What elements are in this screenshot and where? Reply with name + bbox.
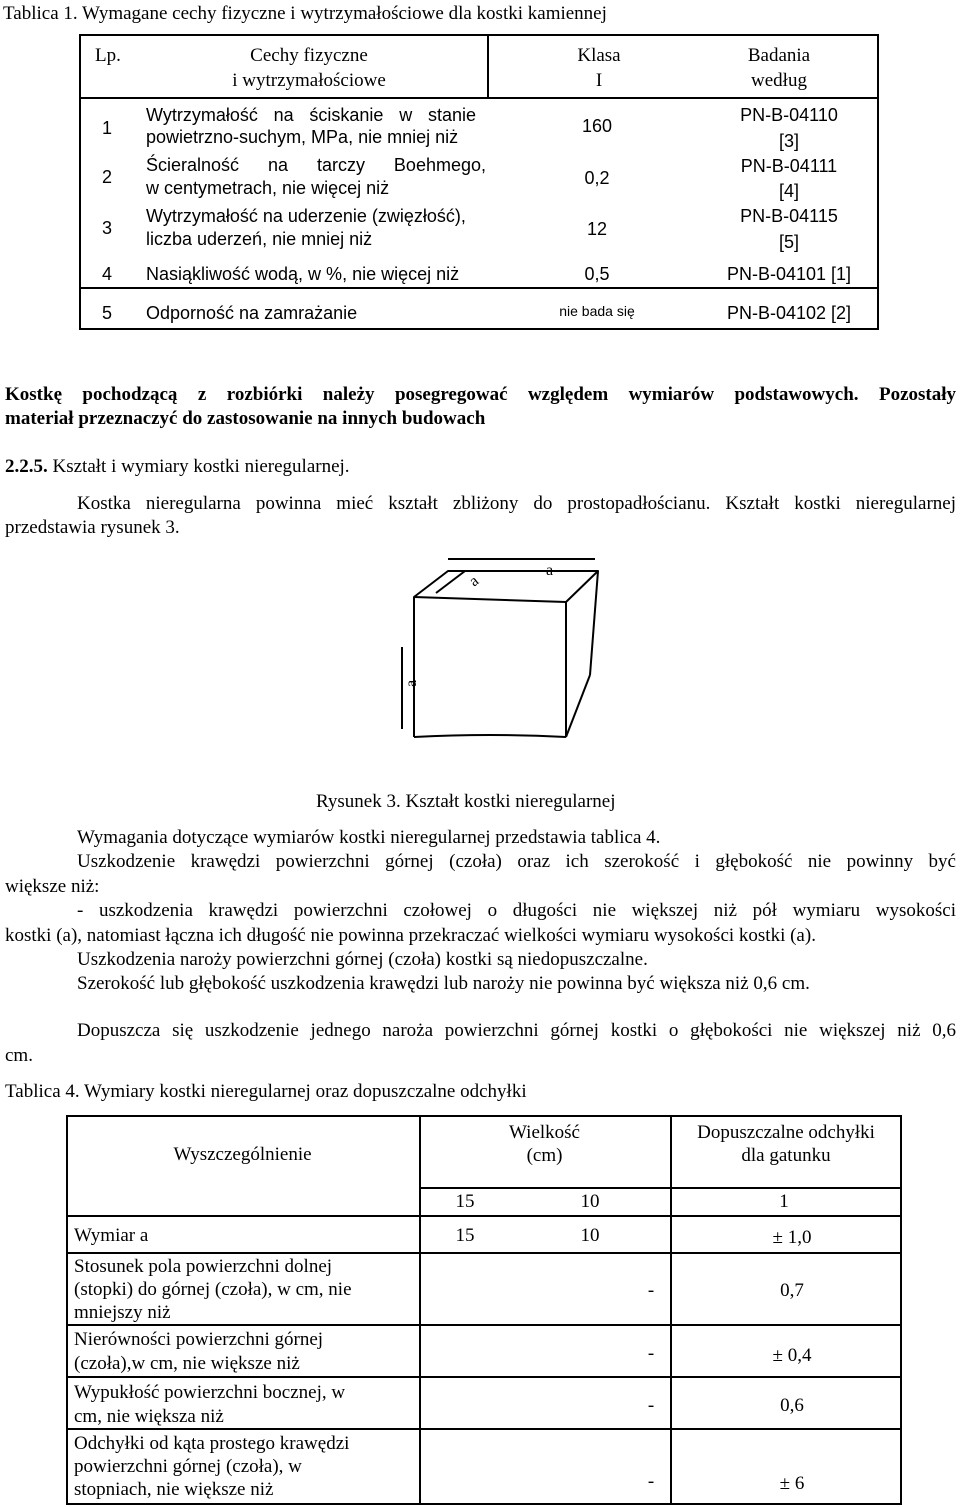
figure-caption: Rysunek 3. Kształt kostki nieregularnej [316,791,616,812]
table1-header-badania-1: Badania [747,45,811,66]
note-bold-2: materiał przeznaczyć do zastosowanie na innych budowach [5,408,486,429]
table4-row5-label-3: stopniach, nie większe niż [74,1479,274,1500]
table4-row4-dash: - [647,1395,655,1416]
table4-row3-label-2: (czoła),w cm, nie większe niż [74,1353,300,1374]
table1-header-cechy-1: Cechy fizyczne [250,45,368,66]
table4-row2-dev: 0,7 [780,1280,804,1301]
table1-row2-lp: 2 [102,167,113,187]
table1-row2-text-1: Ścieralność na tarczy Boehmego, [146,155,486,175]
req-p6-line1: Dopuszcza się uszkodzenie jednego naroża powierzchni górnej kostki o głębokości nie większej niż 0,6 [77,1020,956,1041]
table4-sub-1: 1 [779,1191,789,1212]
table1-row3-std-2: [5] [778,232,799,252]
table1-row2-std-1: PN-B-04111 [740,156,838,176]
figure-label-a-side: a [403,679,420,687]
table1-header-klasa-1: Klasa [577,45,621,66]
block-back-bottom-edge [566,675,590,737]
table1-row1-lp: 1 [102,118,113,138]
table4-row4-label-1: Wypukłość powierzchni bocznej, w [74,1382,346,1403]
table1-row5-std: PN-B-04102 [2] [726,303,852,323]
table1-caption: Tablica 1. Wymagane cechy fizyczne i wytrzymałościowe dla kostki kamiennej [3,3,607,24]
req-p4: Uszkodzenia naroży powierzchni górnej (czoła) kostki są niedopuszczalne. [77,949,648,970]
req-p2-line1: Uszkodzenie krawędzi powierzchni górnej (czoła) oraz ich szerokość i głębokość nie powinny być [77,851,956,872]
table1-row2-value: 0,2 [584,168,610,188]
block-top-face [414,571,598,602]
table4-row5-dash: - [647,1471,655,1492]
table1 [79,34,879,334]
table4-row5-label-1: Odchyłki od kąta prostego krawędzi [74,1433,350,1454]
table1-row5-lp: 5 [102,303,113,323]
table1-row3-std-1: PN-B-04115 [740,206,838,226]
table1-row1-value: 160 [581,116,613,136]
table1-header-cechy-2: i wytrzymałościowe [232,70,386,91]
table1-row2-text-2: w centymetrach, nie więcej niż [146,178,390,198]
table4-header-col1: Wyszczególnienie [173,1144,312,1165]
section-heading [5,455,350,478]
table4-row2-label-1: Stosunek pola powierzchni dolnej [74,1256,333,1277]
table4-header-col2-2: (cm) [526,1145,563,1166]
table1-header-klasa-2: I [595,70,603,91]
table4 [66,1115,902,1507]
table4-header-col3-1: Dopuszczalne odchyłki [697,1122,875,1143]
table4-header-col3-2: dla gatunku [741,1145,831,1166]
table4-sub-10: 10 [580,1191,600,1212]
req-p6-line2: cm. [5,1045,33,1066]
stone-block-figure [380,555,620,755]
table4-row1-v15: 15 [455,1225,475,1246]
table1-row3-text-1: Wytrzymałość na uderzenie (zwięzłość), [146,206,466,226]
table1-row4-std: PN-B-04101 [1] [726,264,852,284]
section-number: 2.2.5. [5,456,48,477]
table4-row3-dash: - [647,1343,655,1364]
req-p3-line1: - uszkodzenia krawędzi powierzchni czołowej o długości nie większej niż pół wymiaru wysokości [77,900,956,921]
table4-row2-label-3: mniejszy niż [74,1302,171,1323]
table4-row5-dev: ± 6 [779,1473,805,1494]
table4-row2-dash: - [647,1280,655,1301]
table1-row4-text: Nasiąkliwość wodą, w %, nie więcej niż [146,264,460,284]
table4-row4-dev: 0,6 [780,1395,804,1416]
table4-row5-label-2: powierzchni górnej (czoła), w [74,1456,302,1477]
dimension-diag [436,571,465,593]
table1-row3-text-2: liczba uderzeń, nie mniej niż [146,229,373,249]
table1-header-lp: Lp. [95,45,121,66]
block-back-edge [590,571,598,675]
req-p5: Szerokość lub głębokość uszkodzenia krawędzi lub naroży nie powinna być większa niż 0,6 cm. [77,973,810,994]
section-title: Kształt i wymiary kostki nieregularnej. [47,456,350,477]
figure-label-a-top: a [546,562,554,579]
table1-row5-value: nie bada się [559,303,635,319]
table1-row5-text: Odporność na zamrażanie [146,303,358,323]
table1-row1-text-2: powietrzno-suchym, MPa, nie mniej niż [146,127,459,147]
req-p3-line2: kostki (a), natomiast łączna ich długość nie powinna przekraczać wielkości wymiaru wysokości kostki (a). [5,925,816,946]
table4-caption: Tablica 4. Wymiary kostki nieregularnej oraz dopuszczalne odchyłki [5,1081,527,1102]
table4-row1-v10: 10 [580,1225,600,1246]
table4-row1-dev: ± 1,0 [772,1227,812,1248]
table4-row1-label: Wymiar a [74,1225,149,1246]
table1-row3-lp: 3 [102,218,113,238]
note-bold-1: Kostkę pochodzącą z rozbiórki należy posegregować względem wymiarów podstawowych. Pozostały [5,384,956,405]
table4-header-col2-1: Wielkość [509,1122,580,1143]
table1-row3-value: 12 [586,219,608,239]
table4-row3-dev: ± 0,4 [772,1345,812,1366]
req-p1: Wymagania dotyczące wymiarów kostki nieregularnej przedstawia tablica 4. [77,827,661,848]
table4-row2-label-2: (stopki) do górnej (czoła), w cm, nie [74,1279,352,1300]
figure-label-a-diag: a [465,572,483,591]
table1-header-badania-2: według [751,70,807,91]
table4-sub-15: 15 [455,1191,475,1212]
para1-line2: przedstawia rysunek 3. [5,517,180,538]
table1-row1-text-1: Wytrzymałość na ściskanie w stanie [146,105,476,125]
req-p2-line2: większe niż: [5,876,100,897]
table1-row4-lp: 4 [102,264,113,284]
table1-row1-std-2: [3] [778,131,799,151]
table1-row1-std-1: PN-B-04110 [740,105,838,125]
table4-row4-label-2: cm, nie większa niż [74,1406,224,1427]
table1-row4-value: 0,5 [584,264,610,284]
block-bottom-edge [414,735,566,737]
para1-line1: Kostka nieregularna powinna mieć kształt zbliżony do prostopadłościanu. Kształt kostki nieregularnej [77,493,956,514]
table4-row3-label-1: Nierówności powierzchni górnej [74,1329,324,1350]
table1-row2-std-2: [4] [778,181,799,201]
